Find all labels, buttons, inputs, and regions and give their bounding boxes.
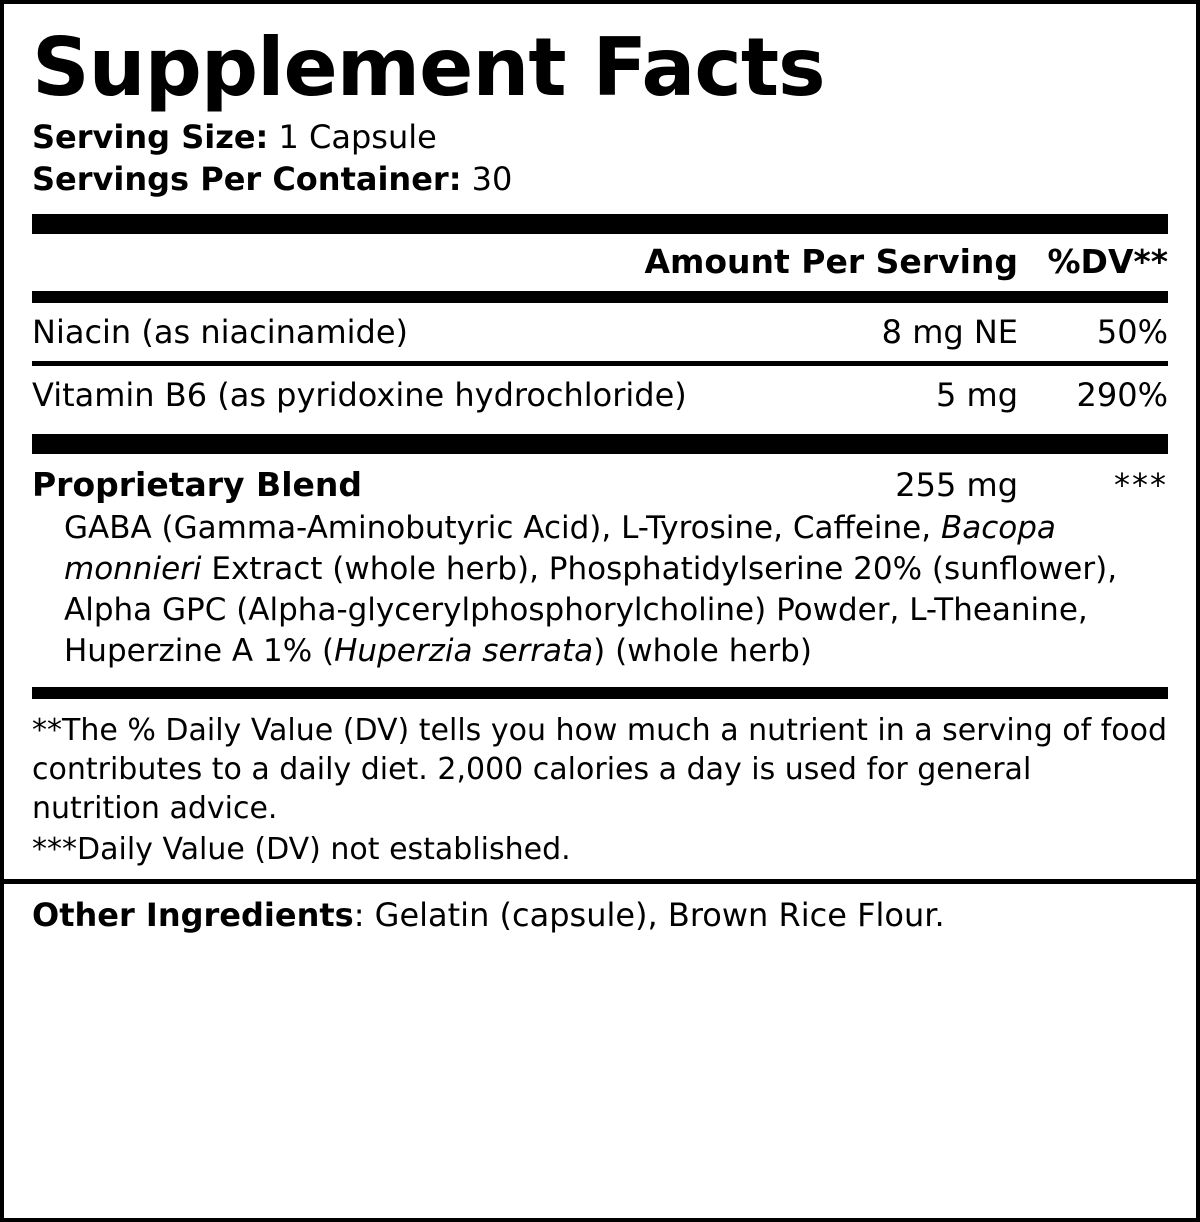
proprietary-blend-row [32,454,1168,507]
blend-amount: 255 mg [895,466,1018,505]
other-ingredients-value: : Gelatin (capsule), Brown Rice Flour. [353,895,945,934]
blend-dv: *** [1114,466,1168,505]
header-amount-cell: Amount Per Serving [644,242,1018,282]
nutrient-amount: 8 mg NE [881,313,1018,352]
footnote-dv-explanation: **The % Daily Value (DV) tells you how much a nutrient in a serving of food contributes to a daily diet. 2,000 calories a day is used for general nutrition advice. [32,712,1168,826]
servings-per-container-value: 30 [471,160,513,199]
nutrient-amount: 5 mg [935,376,1018,415]
table-row [32,303,1168,361]
footnotes [32,699,1168,879]
divider-thick-before-blend [32,434,1168,454]
nutrient-name: Vitamin B6 (as pyridoxine hydrochloride) [32,376,687,415]
servings-per-container-label: Servings Per Container: [32,160,462,199]
table-header-row [32,234,1168,291]
nutrient-dv: 290% [1076,376,1168,415]
table-row [32,366,1168,424]
blend-name: Proprietary Blend [32,465,362,505]
servings-per-container-line [32,158,1168,200]
nutrient-dv: 50% [1096,313,1168,352]
other-ingredients-line [32,896,1168,934]
serving-size-value: 1 Capsule [278,118,437,156]
serving-size-line [32,116,1168,158]
divider-medium-after-blend [32,687,1168,699]
blend-ingredients-text: GABA (Gamma-Aminobutyric Acid), L-Tyrosine, Caffeine, Bacopa monnieri Extract (whole herb), Phosphatidylserine 20% (sunflower), Alpha GPC (Alpha-glycerylphosphorylcholine) Powder, L-Theanine, Huperzine A 1% (Huperzia serrata) (whole herb) [64,509,1118,670]
divider-thick-top [32,214,1168,234]
divider-medium-under-header [32,291,1168,303]
other-ingredients-section [4,879,1196,934]
header-dv-cell: %DV** [1047,242,1168,282]
footnote-dv-not-established: ***Daily Value (DV) not established. [32,831,571,867]
nutrient-name: Niacin (as niacinamide) [32,313,409,352]
page-title: Supplement Facts [32,21,825,114]
serving-size-label: Serving Size: [32,118,269,156]
other-ingredients-label: Other Ingredients [32,895,354,934]
